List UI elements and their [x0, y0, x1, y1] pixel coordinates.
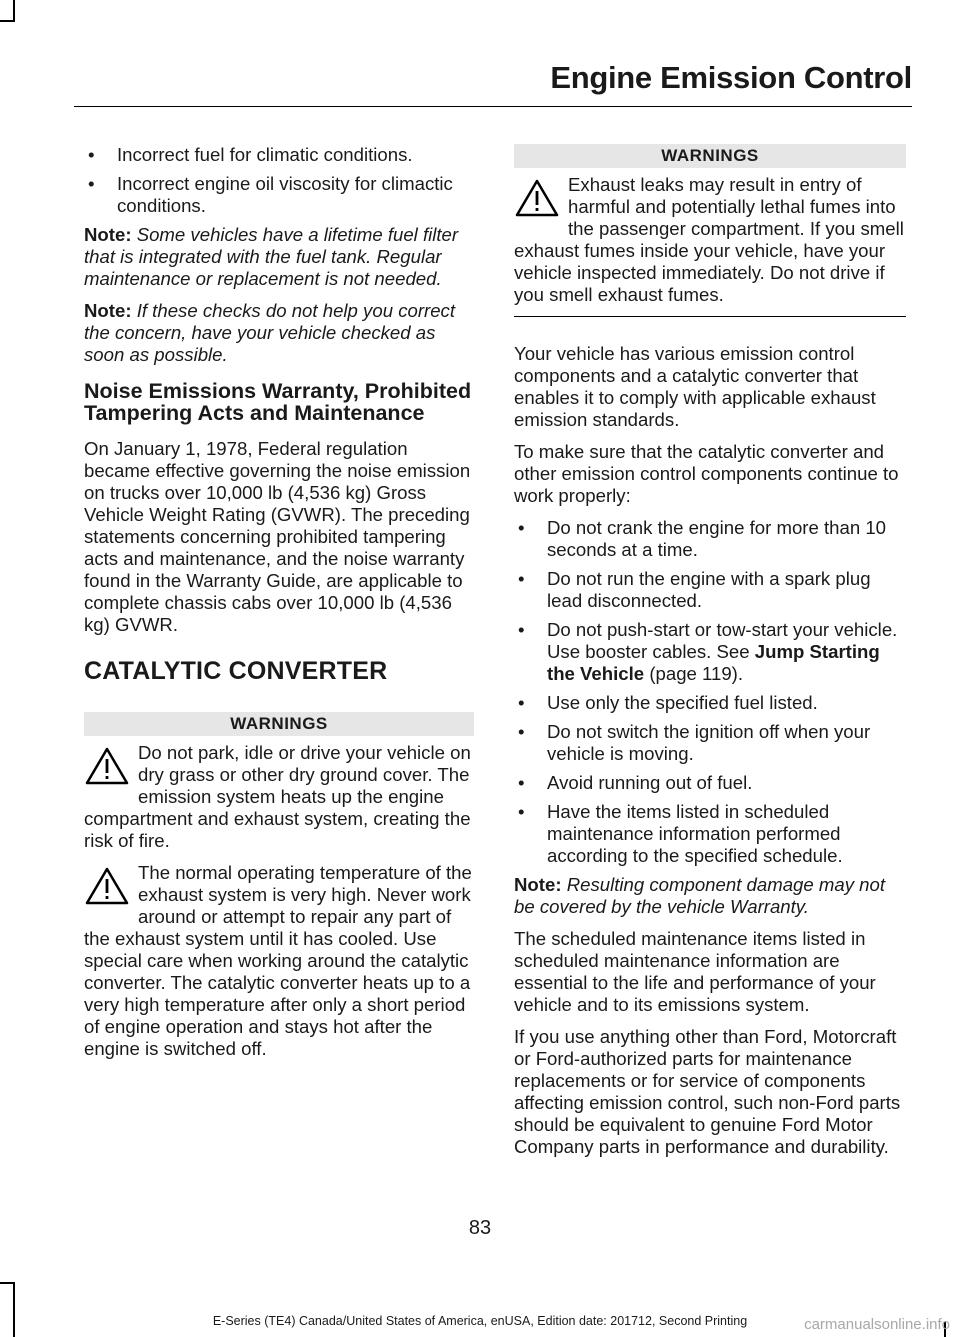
list-item: • Do not crank the engine for more than 10 seconds at a time. [518, 517, 887, 560]
note-checks: Note: If these checks do not help you correct the concern, have your vehicle checked as soon as possible. [84, 300, 456, 365]
scheduled-maintenance-paragraph: The scheduled maintenance items listed in scheduled maintenance information are essential to the life and performance of your vehicle and to its emissions system. [514, 928, 876, 1015]
bullet-icon: • [518, 801, 525, 822]
bullet-icon: • [518, 692, 525, 713]
list-item: • Incorrect engine oil viscosity for climactic conditions. [88, 173, 453, 216]
bullet-icon: • [518, 517, 525, 538]
bullet-icon: • [518, 619, 525, 640]
warnings-block [84, 712, 474, 1060]
list-item: • Avoid running out of fuel. [518, 772, 753, 793]
warning-triangle-icon [84, 866, 130, 906]
catalytic-converter-heading: CATALYTIC CONVERTER [84, 657, 388, 685]
warning-triangle-icon [84, 746, 130, 786]
crop-mark-top-left-vertical [13, 0, 15, 22]
warnings-header: WARNINGS [514, 144, 906, 168]
emission-instructions-paragraph: To make sure that the catalytic converter and other emission control components continue to work properly: [514, 441, 899, 506]
parts-paragraph: If you use anything other than Ford, Motorcraft or Ford-authorized parts for maintenance replacements or for service of components affecting emission control, such non-Ford parts should be equivalent to genuine Ford Motor Company parts in performance and durability. [514, 1026, 901, 1157]
warnings-divider [514, 316, 906, 317]
bullet-icon: • [518, 772, 525, 793]
list-item: • Do not switch the ignition off when your vehicle is moving. [518, 721, 871, 764]
noise-emissions-paragraph: On January 1, 1978, Federal regulation became effective governing the noise emission on trucks over 10,000 lb (4,536 kg) Gross Vehicle Weight Rating (GVWR). The preceding statements concerning prohibited tampering acts and maintenance, and the noise warranty found in the Warranty Guide, are applicable to complete chassis cabs over 10,000 lb (4,536 kg) GVWR. [84, 438, 471, 635]
warnings-block [514, 144, 906, 317]
left-column [84, 144, 474, 1078]
top-bullet-list [84, 144, 474, 217]
crop-mark-bottom-left-horizontal [0, 1282, 15, 1284]
bullet-icon: • [88, 173, 95, 194]
bullet-icon: • [518, 568, 525, 589]
watermark: carmanualsonline.info [804, 1316, 950, 1333]
bullet-icon: • [518, 721, 525, 742]
note-warranty: Note: Resulting component damage may not be covered by the vehicle Warranty. [514, 874, 886, 917]
warning-triangle-icon [514, 178, 560, 218]
list-item: • Incorrect fuel for climatic conditions. [88, 144, 413, 165]
bullet-icon: • [88, 144, 95, 165]
list-item: • Use only the specified fuel listed. [518, 692, 818, 713]
page-title: Engine Emission Control [550, 60, 912, 95]
emission-intro-paragraph: Your vehicle has various emission control components and a catalytic converter that enables it to comply with applicable exhaust emission standards. [514, 343, 876, 430]
list-item: • Do not push-start or tow-start your vehicle. Use booster cables. See Jump Starting the Vehicle (page 119). [518, 619, 898, 684]
warning-item: Do not park, idle or drive your vehicle on dry grass or other dry ground cover. The emission system heats up the engine compartment and exhaust system, creating the risk of fire. [84, 742, 471, 851]
warnings-header: WARNINGS [84, 712, 474, 736]
jump-starting-link[interactable]: Jump Starting the Vehicle [547, 641, 880, 684]
edition-footer: E-Series (TE4) Canada/United States of America, enUSA, Edition date: 201712, Second Printing [212, 1314, 748, 1328]
page-number: 83 [468, 1217, 492, 1239]
crop-mark-top-left-horizontal [0, 20, 15, 22]
right-column [514, 144, 906, 1168]
list-item: • Have the items listed in scheduled maintenance information performed according to the specified schedule. [518, 801, 843, 866]
crop-mark-bottom-left-vertical [13, 1282, 15, 1337]
warning-item: The normal operating temperature of the exhaust system is very high. Never work around or attempt to repair any part of the exhaust system until it has cooled. Use special care when working around the catalytic converter. The catalytic converter heats up to a very high temperature after only a short period of engine operation and stays hot after the engine is switched off. [84, 862, 472, 1059]
list-item: • Do not run the engine with a spark plug lead disconnected. [518, 568, 871, 611]
header-rule [74, 106, 912, 107]
warning-item: Exhaust leaks may result in entry of harmful and potentially lethal fumes into the passenger compartment. If you smell exhaust fumes inside your vehicle, have your vehicle inspected immediately. Do not drive if you smell exhaust fumes. [514, 174, 904, 305]
catalytic-bullet-list [514, 517, 906, 867]
noise-emissions-heading: Noise Emissions Warranty, Prohibited Tampering Acts and Maintenance [84, 379, 472, 425]
note-fuel-filter: Note: Some vehicles have a lifetime fuel filter that is integrated with the fuel tank. Regular maintenance or replacement is not needed. [84, 224, 459, 289]
